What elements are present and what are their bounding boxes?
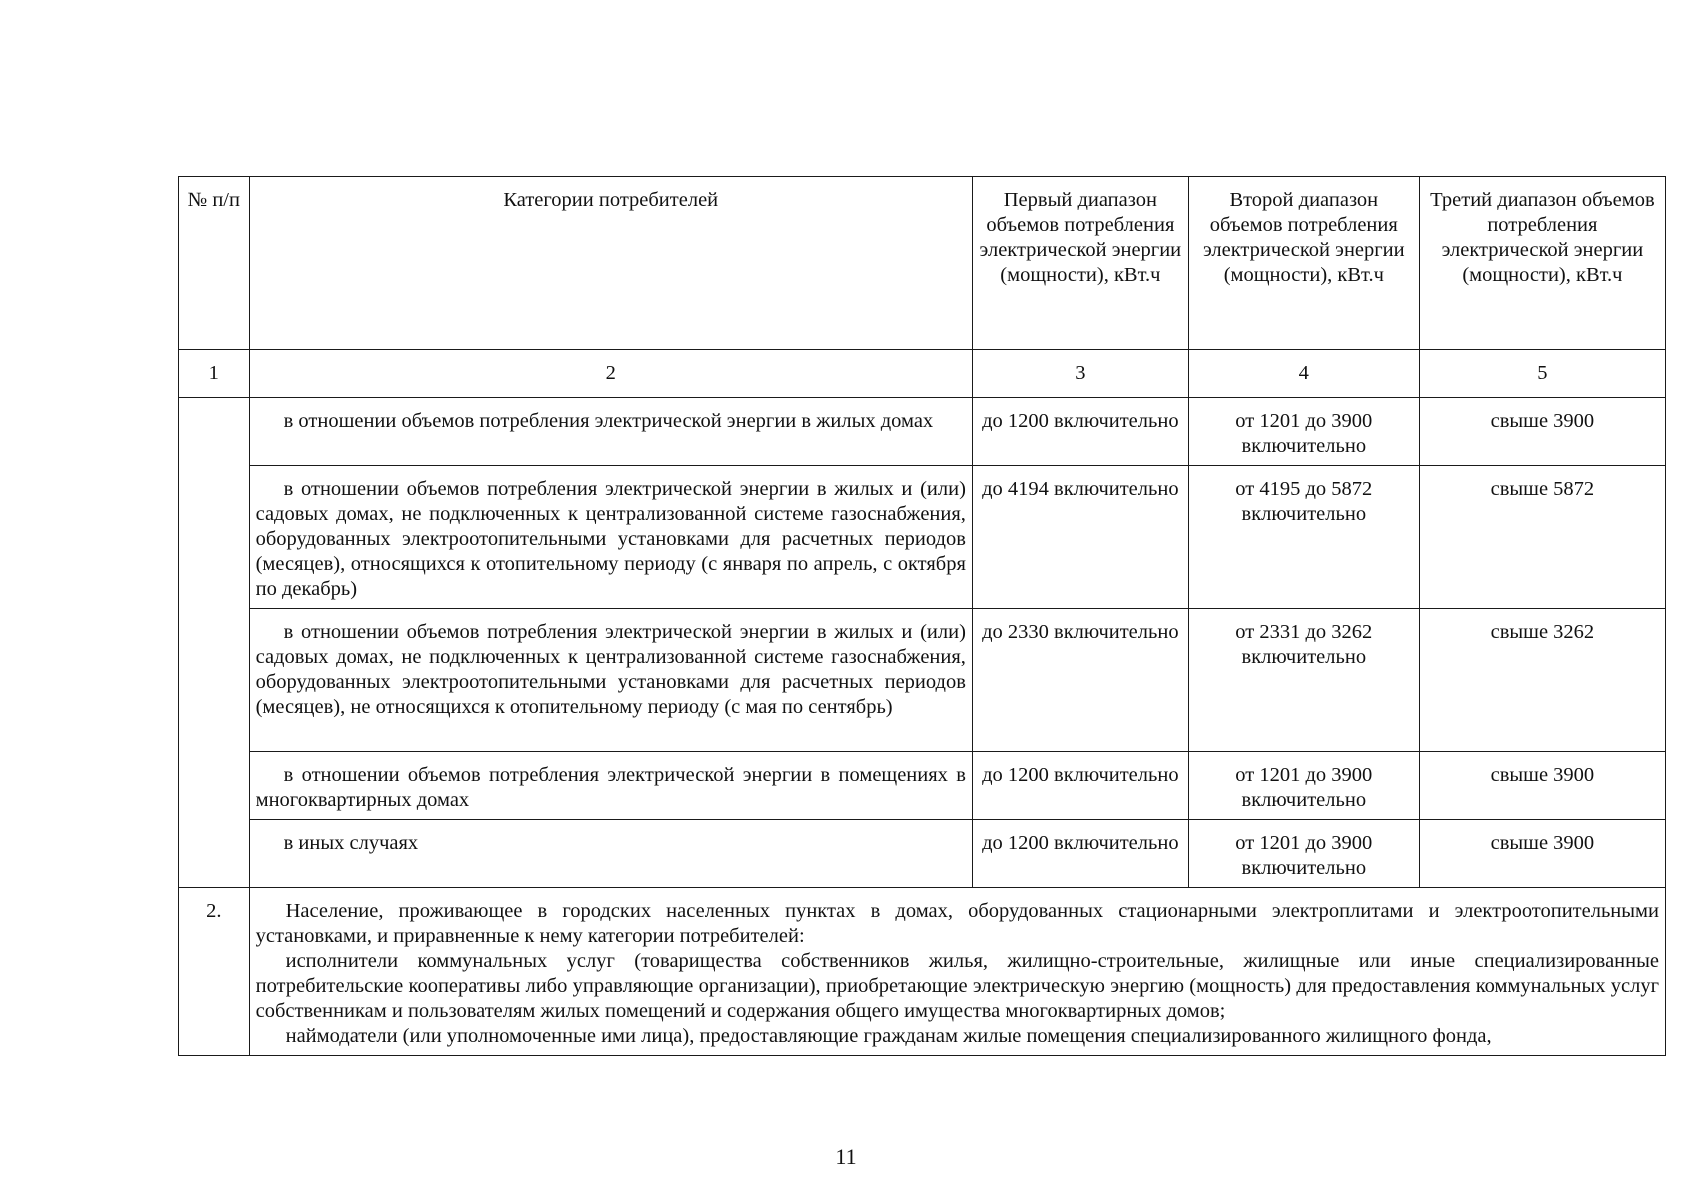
table-row (179, 888, 1666, 1056)
column-number: 4 (1188, 350, 1419, 398)
header-range-1: Первый диапазон объемов потребления электрической энергии (мощности), кВт.ч (972, 177, 1188, 350)
section-2-description (249, 888, 1665, 1056)
header-category: Категории потребителей (249, 177, 972, 350)
table-row (179, 820, 1666, 888)
range-3-value: свыше 5872 (1419, 466, 1665, 609)
range-1-value: до 1200 включительно (972, 820, 1188, 888)
range-2-value: от 1201 до 3900 включительно (1188, 752, 1419, 820)
range-2-value: от 1201 до 3900 включительно (1188, 820, 1419, 888)
section-2-paragraph: наймодатели (или уполномоченные ими лица), предоставляющие гражданам жилые помещения специализированного жилищного фонда, (285, 1025, 1492, 1047)
category-description: в иных случаях (249, 820, 972, 888)
range-3-value: свыше 3900 (1419, 820, 1665, 888)
range-1-value: до 4194 включительно (972, 466, 1188, 609)
page-number: 11 (835, 1144, 857, 1169)
table-row (179, 752, 1666, 820)
table-row (179, 398, 1666, 466)
section-2-paragraph: исполнители коммунальных услуг (товарищества собственников жилья, жилищно-строительные, жилищные или иные специализированные потребительские кооперативы либо управляющие организации), приобретающие электрическую энергию (мощность) для предоставления коммунальных услуг собственникам и пользователям жилых помещений и содержания общего имущества многоквартирных домов; (255, 950, 1659, 1022)
range-2-value: от 2331 до 3262 включительно (1188, 609, 1419, 752)
range-3-value: свыше 3900 (1419, 398, 1665, 466)
table-header-row (179, 177, 1666, 350)
category-description: в отношении объемов потребления электрической энергии в помещениях в многоквартирных домах (249, 752, 972, 820)
tariff-ranges-table (178, 176, 1666, 1056)
category-description: в отношении объемов потребления электрической энергии в жилых и (или) садовых домах, не подключенных к централизованной системе газоснабжения, оборудованных электроотопительными установками для расчетных периодов (месяцев), относящихся к отопительному периоду (с января по апрель, с октября по декабрь) (249, 466, 972, 609)
table-row (179, 466, 1666, 609)
range-2-value: от 1201 до 3900 включительно (1188, 398, 1419, 466)
row-index-cell: 2. (179, 888, 250, 1056)
column-numbers-row (179, 350, 1666, 398)
row-index-cell (179, 398, 250, 888)
range-2-value: от 4195 до 5872 включительно (1188, 466, 1419, 609)
section-2-paragraph: Население, проживающее в городских населенных пунктах в домах, оборудованных стационарными электроплитами и электроотопительными установками, и приравненные к нему категории потребителей: (255, 900, 1659, 947)
range-1-value: до 1200 включительно (972, 752, 1188, 820)
header-range-3: Третий диапазон объемов потребления электрической энергии (мощности), кВт.ч (1419, 177, 1665, 350)
range-1-value: до 2330 включительно (972, 609, 1188, 752)
header-range-2: Второй диапазон объемов потребления электрической энергии (мощности), кВт.ч (1188, 177, 1419, 350)
category-description: в отношении объемов потребления электрической энергии в жилых домах (249, 398, 972, 466)
column-number: 5 (1419, 350, 1665, 398)
column-number: 3 (972, 350, 1188, 398)
category-description: в отношении объемов потребления электрической энергии в жилых и (или) садовых домах, не подключенных к централизованной системе газоснабжения, оборудованных электроотопительными установками для расчетных периодов (месяцев), не относящихся к отопительному периоду (с мая по сентябрь) (249, 609, 972, 752)
header-number: № п/п (179, 177, 250, 350)
range-3-value: свыше 3900 (1419, 752, 1665, 820)
column-number: 2 (249, 350, 972, 398)
column-number: 1 (179, 350, 250, 398)
table-row (179, 609, 1666, 752)
range-3-value: свыше 3262 (1419, 609, 1665, 752)
range-1-value: до 1200 включительно (972, 398, 1188, 466)
